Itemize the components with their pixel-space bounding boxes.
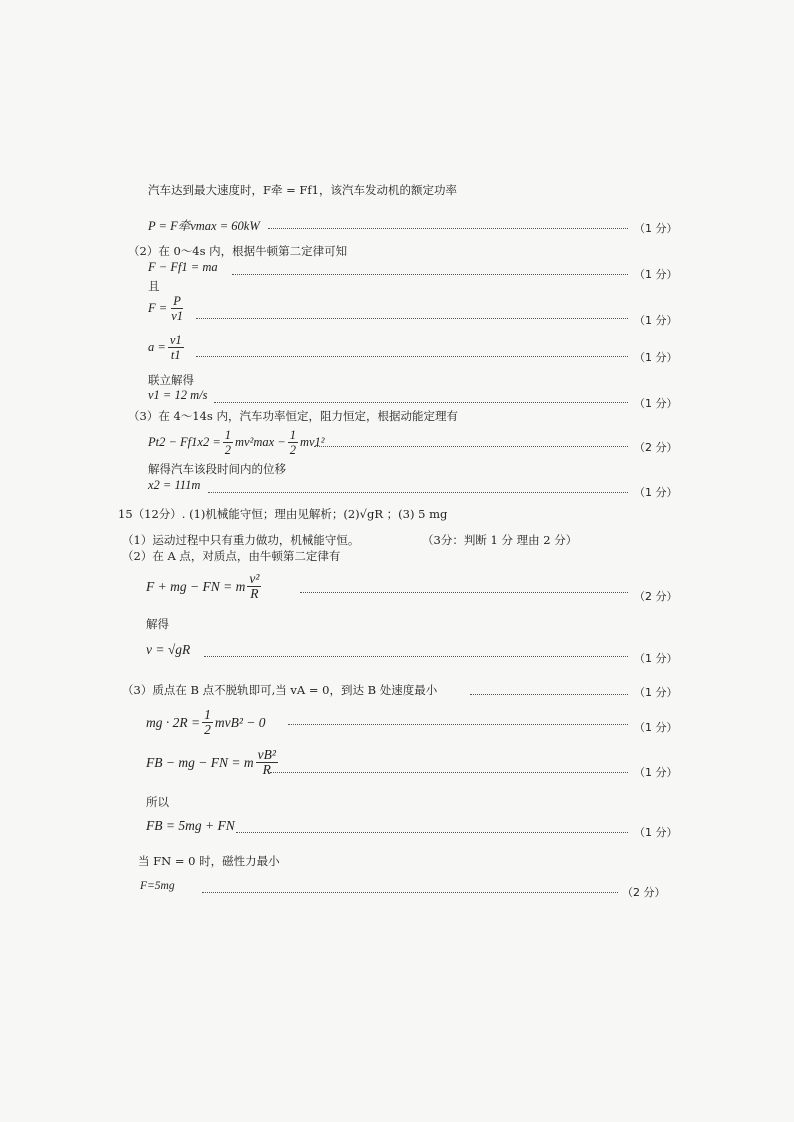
dot-leader <box>270 772 628 773</box>
fraction-numerator: vB² <box>257 747 276 762</box>
equation-force-power <box>148 294 187 323</box>
equation-energy-b <box>146 708 266 737</box>
eq-left: F = <box>148 301 168 315</box>
score-label: （1 分） <box>634 826 678 839</box>
score-label: （2 分） <box>634 590 678 603</box>
dot-leader <box>202 892 618 893</box>
fraction-denominator: t1 <box>170 348 181 362</box>
fraction-denominator: 2 <box>224 443 232 457</box>
text-line-2: （2）在 0～4s 内，根据牛顿第二定律可知 <box>128 244 348 258</box>
equation-rated-power: P = F牵vmax = 60kW <box>148 219 260 233</box>
eq-left: a = <box>148 340 166 354</box>
eq-left: mg · 2R = <box>146 714 201 730</box>
dot-leader <box>470 694 628 695</box>
eq-left: Pt2 − Ff1x2 = <box>148 435 221 449</box>
fraction-denominator: v1 <box>171 309 184 323</box>
score-label: （1 分） <box>634 766 678 779</box>
text-line-5: （3）在 4～14s 内，汽车功率恒定，阻力恒定，根据动能定理有 <box>128 409 458 423</box>
fraction-numerator: 1 <box>224 428 232 442</box>
equation-final: F=5mg <box>140 880 175 892</box>
fraction-denominator: R <box>262 762 271 777</box>
eq-end: mv1² <box>299 435 325 449</box>
score-label: （1 分） <box>634 222 678 235</box>
dot-leader <box>196 356 628 357</box>
dot-leader <box>204 656 628 657</box>
fraction-denominator: 2 <box>289 443 296 457</box>
score-label: （1 分） <box>634 652 678 665</box>
text-line-8: （2）在 A 点，对质点，由牛顿第二定律有 <box>122 549 341 563</box>
text-line-10: （3）质点在 B 点不脱轨即可,当 vA = 0，到达 B 处速度最小 <box>122 683 438 697</box>
dot-leader <box>288 724 628 725</box>
score-label: （1 分） <box>634 397 678 410</box>
dot-leader <box>196 318 628 319</box>
fraction-half <box>223 428 233 457</box>
fraction <box>247 572 261 601</box>
dot-leader <box>300 592 628 593</box>
equation-force-b: FB = 5mg + FN <box>146 818 235 833</box>
eq-left: FB − mg − FN = m <box>146 754 254 770</box>
fraction <box>168 333 184 362</box>
text-line-9: 解得 <box>146 617 169 631</box>
equation-displacement: x2 = 111m <box>148 478 201 492</box>
text-line-7: （1）运动过程中只有重力做功，机械能守恒。 <box>122 533 360 547</box>
scoring-note: （3分：判断 1 分 理由 2 分） <box>422 533 578 547</box>
score-label: （1 分） <box>634 486 678 499</box>
fraction <box>169 294 185 323</box>
score-label: （1 分） <box>634 268 678 281</box>
eq-left: F + mg − FN = m <box>146 578 246 594</box>
dot-leader <box>268 228 628 229</box>
fraction-denominator: 2 <box>204 722 211 737</box>
fraction-denominator: R <box>250 586 259 601</box>
score-label: （2 分） <box>622 886 666 899</box>
equation-newton: F − Ff1 = ma <box>148 260 218 274</box>
text-line-11: 所以 <box>146 795 169 809</box>
fraction-numerator: v1 <box>169 333 182 347</box>
fraction-numerator: 1 <box>289 428 296 442</box>
equation-acceleration <box>148 333 186 362</box>
equation-point-a <box>146 572 263 601</box>
score-label: （2 分） <box>634 441 678 454</box>
dot-leader <box>208 492 628 493</box>
text-line-1: 汽车达到最大速度时，F牵 = Ff1，该汽车发动机的额定功率 <box>148 183 457 197</box>
text-line-6: 解得汽车该段时间内的位移 <box>148 462 286 476</box>
score-label: （1 分） <box>634 686 678 699</box>
dot-leader <box>232 274 628 275</box>
equation-energy-theorem <box>148 428 325 457</box>
equation-velocity-result: v1 = 12 m/s <box>148 388 208 402</box>
dot-leader <box>314 446 628 447</box>
eq-middle: mv²max − <box>235 435 286 449</box>
text-line-3: 且 <box>148 279 160 293</box>
score-label: （1 分） <box>634 314 678 327</box>
fraction-numerator: 1 <box>204 707 211 722</box>
dot-leader <box>236 832 628 833</box>
fraction-numerator: P <box>173 294 181 308</box>
text-line-4: 联立解得 <box>148 373 194 387</box>
eq-end: mvB² − 0 <box>214 714 266 730</box>
fraction-half <box>288 428 298 457</box>
dot-leader <box>214 402 628 403</box>
fraction-numerator: v² <box>249 571 260 586</box>
problem-15-header: 15（12分）. (1)机械能守恒；理由见解析；(2)√gR ；(3) 5 mg <box>118 507 448 521</box>
text-line-12: 当 FN = 0 时，磁性力最小 <box>138 854 280 868</box>
score-label: （1 分） <box>634 351 678 364</box>
equation-point-b <box>146 748 280 777</box>
score-label: （1 分） <box>634 721 678 734</box>
equation-velocity-a: v = √gR <box>146 642 191 657</box>
fraction-half <box>202 708 213 737</box>
